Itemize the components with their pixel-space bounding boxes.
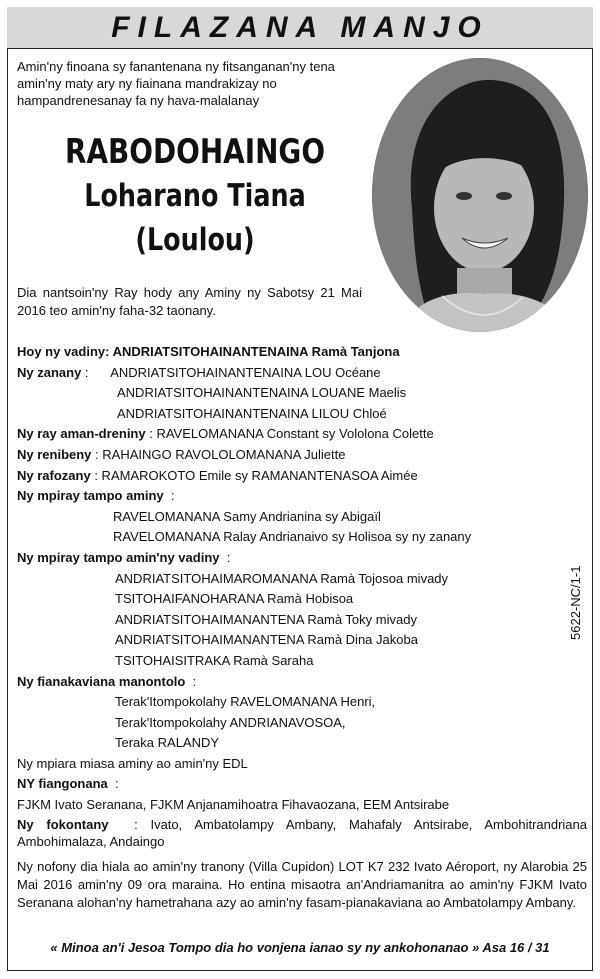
grandmother-label: Ny renibeny — [17, 446, 92, 462]
ad-reference: 5622-NC/1-1 — [568, 565, 583, 640]
fokontany-list: : Ivato, Ambatolampy Ambany, Mahafaly Antsirabe, Ambohitrandriana Ambohimalaza, Andaingo — [17, 816, 588, 849]
fokontany-label: Ny fokontany — [17, 816, 109, 832]
husband-name: : ANDRIATSITOHAINANTENAINA Ramà Tanjona — [105, 344, 400, 359]
parents-names: : RAVELOMANANA Constant sy Vololona Colette — [149, 426, 434, 442]
husband-label: Hoy ny vadiny — [17, 344, 106, 359]
family-list — [17, 342, 587, 850]
child-row: ANDRIATSITOHAINANTENAINA LILOU Chloé — [117, 405, 387, 421]
relative-row: Terak'Itompokolahy ANDRIANAVOSOA, — [115, 714, 346, 730]
sibling-row: RAVELOMANANA Ralay Andrianaivo sy Holisoa sy ny zanany — [113, 529, 472, 545]
relative-row: Terak'Itompokolahy RAVELOMANANA Henri, — [115, 694, 376, 710]
sibling-row: RAVELOMANANA Samy Andrianina sy Abigaïl — [113, 508, 381, 524]
children-label: Ny zanany — [17, 364, 82, 380]
deceased-surname: RABODOHAINGO — [64, 132, 326, 172]
grandparents-row — [17, 466, 587, 487]
inlaw-row: TSITOHAISITRAKA Ramà Saraha — [115, 652, 314, 668]
siblings-row: Ny mpiray tampo aminy : — [17, 488, 175, 504]
funeral-details: Ny nofony dia hiala ao amin'ny tranony (Villa Cupidon) LOT K7 232 Ivato Aéroport, ny Alarobia 25 Mai 2016 amin'ny 09 ora maraina. Ho entina misaotra an'Andriamanitra ao amin'ny FJKM Ivato Seranana alohan'ny hametrahana azy ao amin'ny fasam-pianakaviana ao Ambatolampy Ambany. — [17, 859, 587, 910]
children-row: Ny zanany : ANDRIATSITOHAINANTENAINA LOU Océane — [17, 364, 381, 380]
intro-text: Amin'ny finoana sy fanantenana ny fitsanganan'ny tena amin'ny maty ary ny fiainana mandrakizay no hampandrenesanay fa ny hava-malalanay — [17, 59, 335, 108]
relatives-label: Ny fianakaviana manontolo — [17, 673, 186, 689]
deceased-given-name: Loharano Tiana — [84, 178, 306, 214]
relative-row: Teraka RALANDY — [115, 735, 220, 751]
fokontany-row — [17, 816, 587, 850]
churches-row: FJKM Ivato Seranana, FJKM Anjanamihoatra Fihavaozana, EEM Antsirabe — [17, 797, 450, 813]
child-row: ANDRIATSITOHAINANTENAINA LOUANE Maelis — [117, 385, 407, 401]
husband-row — [17, 342, 587, 363]
grandmother-row — [17, 445, 587, 466]
notice-header: FILAZANA MANJO — [7, 7, 593, 49]
relatives-row: Ny fianakaviana manontolo : — [17, 673, 197, 689]
churches-label: NY fiangonana — [17, 776, 108, 792]
parents-label: Ny ray aman-dreniny — [17, 426, 146, 442]
inlaw-row: TSITOHAIFANOHARANA Ramà Hobisoa — [115, 591, 354, 607]
bible-verse: « Minoa an'i Jesoa Tompo dia ho vonjena ianao sy ny ankohonanao » Asa 16 / 31 — [50, 940, 550, 955]
colleagues-row: Ny mpiara miasa aminy ao amin'ny EDL — [17, 755, 248, 771]
grandparents-names: : RAMAROKOTO Emile sy RAMANANTENASOA Aimée — [94, 467, 418, 483]
grandmother-name: : RAHAINGO RAVOLOLOMANANA Juliette — [95, 446, 346, 462]
grandparents-label: Ny rafozany — [17, 467, 91, 483]
death-notice: Dia nantsoin'ny Ray hody any Aminy ny Sabotsy 21 Mai 2016 teo amin'ny faha-32 taonany. — [17, 285, 362, 318]
churches-label-row: NY fiangonana : — [17, 776, 119, 792]
inlaw-row: ANDRIATSITOHAIMANANTENA Ramà Toky mivady — [115, 611, 417, 627]
portrait-photo-icon — [372, 58, 588, 332]
inlaw-row: ANDRIATSITOHAIMAROMANANA Ramà Tojosoa mivady — [115, 570, 449, 586]
parents-row — [17, 424, 587, 445]
deceased-nickname: (Loulou) — [135, 222, 255, 258]
siblings-label: Ny mpiray tampo aminy — [17, 488, 164, 504]
inlaws-label: Ny mpiray tampo amin'ny vadiny — [17, 549, 220, 565]
inlaw-row: ANDRIATSITOHAIMANANTENA Ramà Dina Jakoba — [115, 632, 418, 648]
portrait-photo — [372, 58, 588, 332]
inlaws-row: Ny mpiray tampo amin'ny vadiny : — [17, 549, 231, 565]
child-name: ANDRIATSITOHAINANTENAINA LOU Océane — [110, 364, 381, 380]
